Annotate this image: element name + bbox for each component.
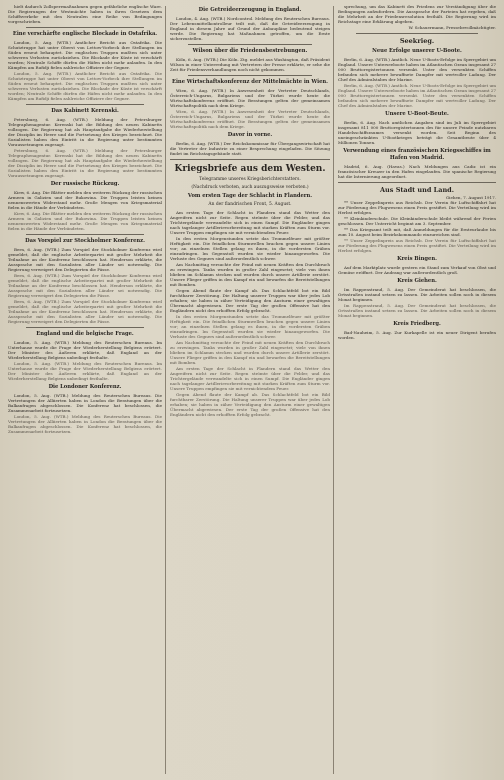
column-rule [165,6,166,774]
article-paragraph: London, 4. Aug. (WTB.) Nordcontrol. Meldung des Reuterschen Bureaus. Der Lebensmittelkontrolleur teilt mit, daß die Getreideerzeugung in England in diesem Jahre auf Grund der Anbaupläne bedeutend steigen werde. Die Regierung hat Maßnahmen getroffen, um die Ernte sicherzustellen. [170,16,330,41]
article-paragraph: Kiew, 6. Aug. Die Blätter melden den weiteren Rückzug der russischen Armeen in Galizien und der Bukowina. Die Truppen leisten keinen nennenswerten Widerstand mehr. Große Mengen von Kriegsmaterial fielen in die Hände der Verbündeten. [8,190,162,210]
article-heading: Die Getreideerzeugung in England. [198,7,302,13]
divider [188,44,312,45]
article-paragraph: ** Das Kriegsamt teilt mit, daß Anmeldungen für die Ernteurlaube bis zum 10. August beim Bezirkskommando einzureichen sind. [338,227,496,237]
subheadline: Telegramme unseres Kriegsberichterstatters. [199,177,301,182]
article-heading: Wilson über die Friedensbestrebungen. [192,48,308,54]
article-heading: Verwendung eines französischen Kriegsschiffes im Hafen von Madrid. [343,148,491,161]
article-paragraph: Wien, 6. Aug. (WTB.) In Anwesenheit der Vertreter Deutschlands, Österreich-Ungarns, Bulgariens und der Türkei wurde heute die Wirtschaftskonferenz eröffnet. Die Beratungen gelten der gemeinsamen Wirtschaftspolitik nach dem Kriege. [170,109,330,129]
article-paragraph: Bern, 6. Aug. (WTB.) Zum Vorspiel der Stockholmer Konferenz wird gemeldet, daß die englische Arbeiterpartei mit großer Mehrheit die Teilnahme an der Konferenz beschlossen hat. Henderson erklärte, die Aussprache mit den Sozialisten aller Länder sei notwendig. Die Regierung verweigert den Delegierten die Pässe. [8,247,162,272]
article-paragraph: sprechung, um das Kabinett des Friedens zur Verständigung über die Bedingungen aufzufordern. Die Aussprache der Parteien hat ergeben, daß die Mehrheit an der Friedensresolution festhält. Die Regierung wird im Reichstage eine Erklärung abgeben. [338,4,496,24]
article-heading: Das Kabinett Kerenski. [51,108,119,114]
divider [26,234,144,235]
article-paragraph: Berlin, 6. Aug. (WTB.) Amtlich. Neue U-Boots-Erfolge im Sperrgebiet um England. Unsere Unterseeboote haben im Atlantischen Ozean insgesamt 27 000 Bruttoregistertonnen versenkt. Unter den versenkten Schiffen befanden sich mehrere bewaffnete Dampfer mit wertvoller Ladung. Der Chef des Admiralstabes der Marine. [338,83,496,108]
article-paragraph: Im Rappenstrand, 5. Aug. Der Gemeinderat hat beschlossen, die Ortsstraßen instand setzen zu lassen. Die Arbeiten sollen noch in diesem Monat beginnen. [338,303,496,318]
article-paragraph: London, 5. Aug. (WTB.) Meldung des Reuterschen Bureaus. Im Unterhause wurde die Frage der Wiederherstellung Belgiens erörtert. Der Minister des Äußeren erklärte, daß England an der Wiederherstellung Belgiens unbedingt festhalte. [8,340,162,360]
article-paragraph: Berlin, 6. Aug. (WTB.) Der Reichskommissar für Übergangswirtschaft hat die Vertreter der Industrie zu einer Besprechung eingeladen. Die Sitzung findet im Reichstagsgebäude statt. [170,141,330,156]
column-right [338,4,496,776]
subheadline-note: (Nachdruck verboten, auch auszugsweise verboten.) [191,184,309,190]
divider [26,27,144,28]
dateline: Giehen, 7. August 1917. [445,195,496,200]
article-heading: Eine verschärfte englische Blockade in Ostafrika. [12,31,158,37]
article-paragraph: London, 5. Aug. (WTB.) Amtlicher Bericht aus Ostafrika. Die Schutztruppe hat unter Oberst von Lettow-Vorbeck ihre Stellungen im Süden erneut behauptet. Die englischen Truppen mußten sich unter schweren Verlusten zurückziehen. Die Blockade der Küste ist verschärft worden; Neutrale Schiffe dürfen die Häfen nicht mehr anlaufen. In den Kämpfen am Rufidji fielen zahlreiche Offiziere der Gegner. [8,71,162,101]
article-paragraph: Berlin, 6. Aug. (WTB.) Amtlich. Neue U-Boots-Erfolge im Sperrgebiet um England. Unsere Unterseeboote haben im Atlantischen Ozean insgesamt 27 000 Bruttoregistertonnen versenkt. Unter den versenkten Schiffen befanden sich mehrere bewaffnete Dampfer mit wertvoller Ladung. Der Chef des Admiralstabes der Marine. [338,57,496,82]
article-paragraph: Bern, 6. Aug. (WTB.) Zum Vorspiel der Stockholmer Konferenz wird gemeldet, daß die englische Arbeiterpartei mit großer Mehrheit die Teilnahme an der Konferenz beschlossen hat. Henderson erklärte, die Aussprache mit den Sozialisten aller Länder sei notwendig. Die Regierung verweigert den Delegierten die Pässe. [8,299,162,324]
article-paragraph: Auf dem Marktplatz wurde gestern ein Stand zum Verkauf von Obst und Gemüse eröffnet. Der Andrang war außerordentlich groß. [338,265,496,275]
article-paragraph: In den ersten Morgenstunden setzte das Trommelfeuer mit größter Heftigkeit ein. Die feindlichen Sturmwellen brachen gegen unsere Linien vor; an einzelnen Stellen gelang es ihnen, in die vordersten Gräben einzudringen. Im Gegenstoß wurden sie wieder hinausgeworfen. Die Verluste des Gegners sind außerordentlich schwer. [170,235,330,261]
article-paragraph: In den ersten Morgenstunden setzte das Trommelfeuer mit größter Heftigkeit ein. Die feindlichen Sturmwellen brachen gegen unsere Linien vor; an einzelnen Stellen gelang es ihnen, in die vordersten Gräben einzudringen. Im Gegenstoß wurden sie wieder hinausgeworfen. Die Verluste des Gegners sind außerordentlich schwer. [170,313,330,339]
article-heading: England und die belgische Frage. [36,331,134,337]
column-left [8,4,162,776]
divider [338,182,496,183]
article-paragraph: Berlin, 6. Aug. Nach amtlichen Angaben sind im Juli im Sperrgebiet insgesamt 811 000 Bruttoregistertonnen des für unsere Feinde nutzbaren Handelsschiffsraumes versenkt worden. Seit Beginn des uneingeschränkten U-Bootkrieges beträgt die Gesamtbeute über 4 Millionen Tonnen. [338,120,496,145]
article-paragraph: Petersburg, 6. Aug. (WTB.) Meldung der Petersburger Telegraphenagentur. Kerenski hat die Bildung des neuen Kabinetts vollzogen. Die Regierung hat als Hauptaufgabe die Wiederherstellung der Disziplin im Heere und die Fortsetzung des Krieges bezeichnet. Die Sozialisten haben den Eintritt in die Regierung unter bestimmten Voraussetzungen zugesagt. [8,117,162,147]
article-paragraph: Bern, 6. Aug. (WTB.) Zum Vorspiel der Stockholmer Konferenz wird gemeldet, daß die englische Arbeiterpartei mit großer Mehrheit die Teilnahme an der Konferenz beschlossen hat. Henderson erklärte, die Aussprache mit den Sozialisten aller Länder sei notwendig. Die Regierung verweigert den Delegierten die Pässe. [8,273,162,298]
article-paragraph: Madrid, 6. Aug. (Havas.) Nach Meldungen aus Cadiz ist ein französischer Kreuzer in den Hafen eingelaufen. Die spanische Regierung hat die Internierung angeordnet. [338,164,496,179]
article-paragraph: Bad-Nauheim, 5. Aug. Zur Kurkapelle ist ein neuer Dirigent berufen worden. [338,330,496,340]
article-heading: Kreis Friedberg. [393,321,441,327]
article-heading: Kreis Bingen. [397,256,437,262]
article-paragraph: Köln, 6. Aug. (WTB.) Die Köln. Ztg. meldet aus Washington, daß Präsident Wilson in einer Unterredung mit Vertretern der Presse erklärte, er sehe die Zeit für Friedensverhandlungen noch nicht gekommen. [170,57,330,72]
section-headline: Seekrieg. [399,37,435,45]
article-paragraph: London, 5. Aug. (WTB.) Meldung des Reuterschen Bureaus. Die Vertretungen der Alliierten haben in London die Beratungen über die Balkanfragen abgeschlossen. Die Konferenz hat beschlossen, die Zusammenarbeit fortzusetzen. [8,414,162,434]
article-paragraph: Wien, 6. Aug. (WTB.) In Anwesenheit der Vertreter Deutschlands, Österreich-Ungarns, Bulgariens und der Türkei wurde heute die Wirtschaftskonferenz eröffnet. Die Beratungen gelten der gemeinsamen Wirtschaftspolitik nach dem Kriege. [170,88,330,108]
article-paragraph: Am ersten Tage der Schlacht in Flandern stand das Wetter den Angreifern nicht zur Seite. Regen strömte über die Felder, und das Trichtergelände verwandelte sich in einen Sumpf. Die Engländer gingen nach tagelanger Artillerievorbereitung mit starken Kräften zum Sturm vor. Unsere Truppen empfingen sie mit vernichtendem Feuer. [170,365,330,391]
signature-line: W. Schauermann, Pressebevollmächtigter. [408,25,496,30]
divider [26,104,144,105]
article-heading: Eine Wirtschaftskonferenz der Mittelmächte in Wien. [172,79,328,85]
article-paragraph: Am Nachmittag versuchte der Feind mit neuen Kräften den Durchbruch zu erzwingen. Tanks wurden in großer Zahl eingesetzt; viele von ihnen blieben im Schlamm stecken und wurden durch unsere Artillerie zerstört. Unsere Flieger griffen in den Kampf ein und bewarfen die Bereitstellungen mit Bomben. [170,261,330,287]
article-paragraph: Petersburg, 6. Aug. (WTB.) Meldung der Petersburger Telegraphenagentur. Kerenski hat die Bildung des neuen Kabinetts vollzogen. Die Regierung hat als Hauptaufgabe die Wiederherstellung der Disziplin im Heere und die Fortsetzung des Krieges bezeichnet. Die Sozialisten haben den Eintritt in die Regierung unter bestimmten Voraussetzungen zugesagt. [8,148,162,178]
article-heading: Das Vorspiel zur Stockholmer Konferenz. [25,238,145,244]
article-paragraph: ** Unser Zeppelinpreis aus Reichsb. Der Verein für Luftschiffahrt hat zur Förderung des Flugwesens einen Preis gestiftet. Die Verteilung wird im Herbst erfolgen. [338,238,496,253]
article-paragraph: London, 5. Aug. (WTB.) Amtlicher Bericht aus Ostafrika. Die Schutztruppe hat unter Oberst von Lettow-Vorbeck ihre Stellungen im Süden erneut behauptet. Die englischen Truppen mußten sich unter schweren Verlusten zurückziehen. Die Blockade der Küste ist verschärft worden; Neutrale Schiffe dürfen die Häfen nicht mehr anlaufen. In den Kämpfen am Rufidji fielen zahlreiche Offiziere der Gegner. [8,40,162,70]
article-heading: Kreis Giehen. [397,278,437,284]
article-paragraph: ** Unser Zeppelinpreis aus Reichsb. Der Verein für Luftschiffahrt hat zur Förderung des Flugwesens einen Preis gestiftet. Die Verteilung wird im Herbst erfolgen. [338,200,496,215]
article-paragraph: Am ersten Tage der Schlacht in Flandern stand das Wetter den Angreifern nicht zur Seite. Regen strömte über die Felder, und das Trichtergelände verwandelte sich in einen Sumpf. Die Engländer gingen nach tagelanger Artillerievorbereitung mit starken Kräften zum Sturm vor. Unsere Truppen empfingen sie mit vernichtendem Feuer. [170,209,330,235]
article-paragraph: ** Kleinkinderschule. Die Kleinkinderschule bleibt während der Ferien geschlossen. Der Unterricht beginnt am 3. September. [338,216,496,226]
article-paragraph: Gegen Abend flaute der Kampf ab. Das Schlachtfeld bot ein Bild furchtbarer Zerstörung. Die Haltung unserer Truppen war über jedes Lob erhaben; sie haben in zäher Verteidigung den Ansturm einer gewaltigen Übermacht abgewiesen. Der erste Tag der großen Offensive hat den Engländern nicht den erhofften Erfolg gebracht. [170,391,330,417]
article-heading: Vom ersten Tage der Schlacht in Flandern. [187,193,313,199]
article-heading: Neue Erfolge unserer U-Boote. [372,48,462,54]
article-heading: Die Londoner Konferenz. [48,384,122,390]
article-paragraph: Im Rappenstrand, 5. Aug. Der Gemeinderat hat beschlossen, die Ortsstraßen instand setzen zu lassen. Die Arbeiten sollen noch in diesem Monat beginnen. [338,287,496,302]
divider [188,75,312,76]
column-middle [170,4,330,776]
article-paragraph: Am Nachmittag versuchte der Feind mit neuen Kräften den Durchbruch zu erzwingen. Tanks wurden in großer Zahl eingesetzt; viele von ihnen blieben im Schlamm stecken und wurden durch unsere Artillerie zerstört. Unsere Flieger griffen in den Kampf ein und bewarfen die Bereitstellungen mit Bomben. [170,339,330,365]
divider [356,33,478,34]
column-rule [333,6,334,774]
article-heading: Davor in vorne. [227,132,273,138]
main-headline: Kriegsbriefe aus dem Westen. [174,164,326,174]
article-paragraph: London, 5. Aug. (WTB.) Meldung des Reuterschen Bureaus. Im Unterhause wurde die Frage der Wiederherstellung Belgiens erörtert. Der Minister des Äußeren erklärte, daß England an der Wiederherstellung Belgiens unbedingt festhalte. [8,361,162,381]
divider [170,159,330,160]
article-paragraph: Gegen Abend flaute der Kampf ab. Das Schlachtfeld bot ein Bild furchtbarer Zerstörung. Die Haltung unserer Truppen war über jedes Lob erhaben; sie haben in zäher Verteidigung den Ansturm einer gewaltigen Übermacht abgewiesen. Der erste Tag der großen Offensive hat den Engländern nicht den erhofften Erfolg gebracht. [170,287,330,313]
article-paragraph: hielt dadurch Zollsperrmaßnahmen gegen gefährliche englische Ware. Die Regierungen der Westmächte haben in ihren Gesetzen dem Schiffsverkehr mit den Neutralen eine Reihe von Bedingungen vorgeschrieben. [8,4,162,24]
divider [26,327,144,328]
article-heading: Unsere U-Boot-Beute. [385,111,449,117]
article-paragraph: Kiew, 6. Aug. Die Blätter melden den weiteren Rückzug der russischen Armeen in Galizien und der Bukowina. Die Truppen leisten keinen nennenswerten Widerstand mehr. Große Mengen von Kriegsmaterial fielen in die Hände der Verbündeten. [8,211,162,231]
article-paragraph: London, 5. Aug. (WTB.) Meldung des Reuterschen Bureaus. Die Vertretungen der Alliierten haben in London die Beratungen über die Balkanfragen abgeschlossen. Die Konferenz hat beschlossen, die Zusammenarbeit fortzusetzen. [8,393,162,413]
dateline: An der flandrischen Front, 5. August. [208,202,292,207]
article-heading: Der russische Rückzug. [50,181,120,187]
section-headline: Aus Stadt und Land. [380,186,454,194]
